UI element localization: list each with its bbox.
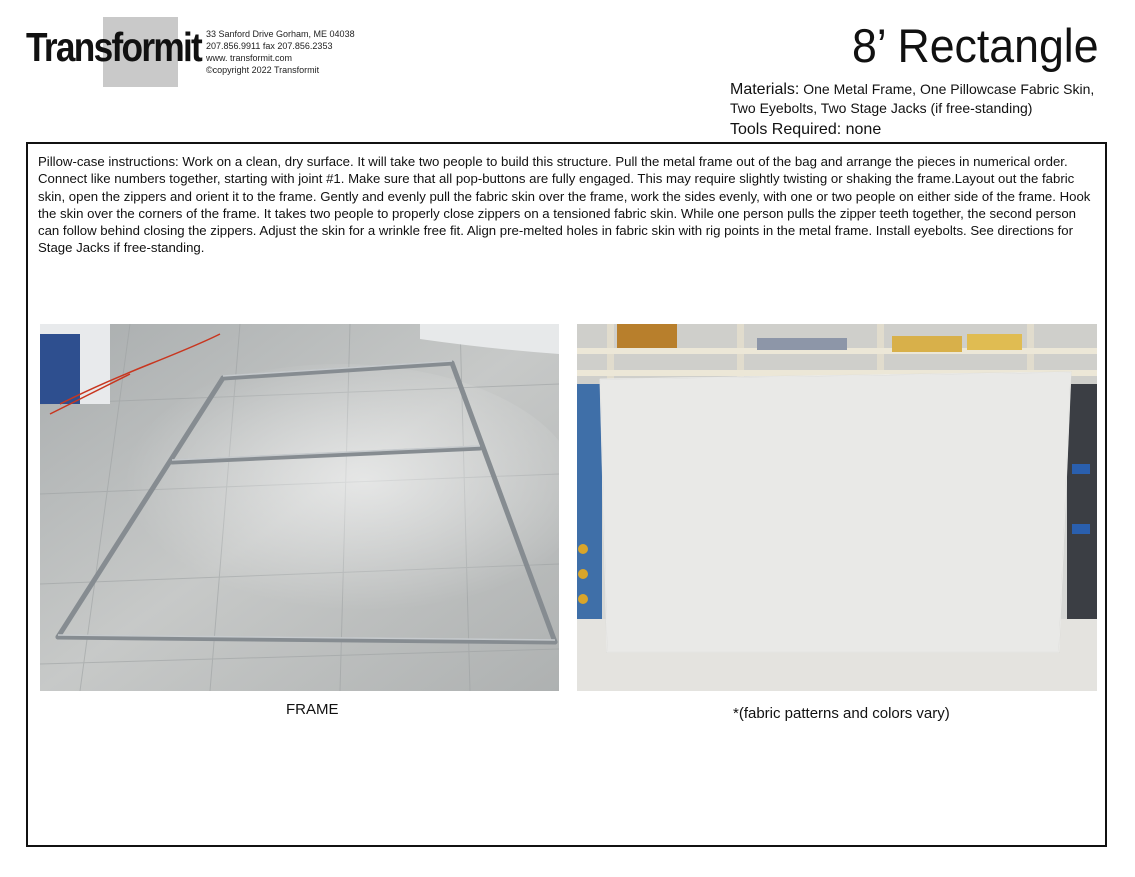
contact-website: www. transformit.com <box>206 53 293 63</box>
tools-value: none <box>845 121 882 138</box>
materials-line-2: Two Eyebolts, Two Stage Jacks (if free-standing) <box>730 100 1033 116</box>
frame-caption: FRAME <box>286 701 339 718</box>
materials-label: Materials: <box>730 81 800 98</box>
instructions-text: Pillow-case instructions: Work on a clean, dry surface. It will take two people to build this structure. Pull the metal frame out of the bag and arrange the pieces in numerical order. Connect like numbers together, starting with joint #1. Make sure that all pop-buttons are fully engaged. This may require slightly twisting or shaking the frame.Layout out the fabric skin, open the zippers and orient it to the frame. Gently and evenly pull the fabric skin over the frame, work the sides evenly, with one or two people on either side of the frame. Hook the skin over the corners of the frame. It takes two people to properly close zippers on a tensioned fabric skin. While one person pulls the zipper teeth together, the second person can follow behind closing the zippers. Adjust the skin for a wrinkle free fit. Align pre-melted holes in fabric skin with rig points in the metal frame. Install eyebolts. See directions for Stage Jacks if free-standing. <box>38 154 1091 256</box>
frame-photo <box>40 324 559 691</box>
page-title: 8’ Rectangle <box>852 19 1099 72</box>
materials-line-1: One Metal Frame, One Pillowcase Fabric Skin, <box>803 81 1095 97</box>
fabric-caption: *(fabric patterns and colors vary) <box>733 705 950 722</box>
contact-address: 33 Sanford Drive Gorham, ME 04038 <box>206 29 355 39</box>
fabric-photo <box>577 324 1097 691</box>
tools-label: Tools Required: <box>730 121 842 138</box>
contact-block <box>206 28 355 76</box>
contact-copyright: ©copyright 2022 Transformit <box>206 65 320 75</box>
materials-block <box>730 80 1094 118</box>
logo: Transformit <box>26 24 202 70</box>
contact-phone: 207.856.9911 fax 207.856.2353 <box>206 41 333 51</box>
tools-required <box>730 121 881 139</box>
